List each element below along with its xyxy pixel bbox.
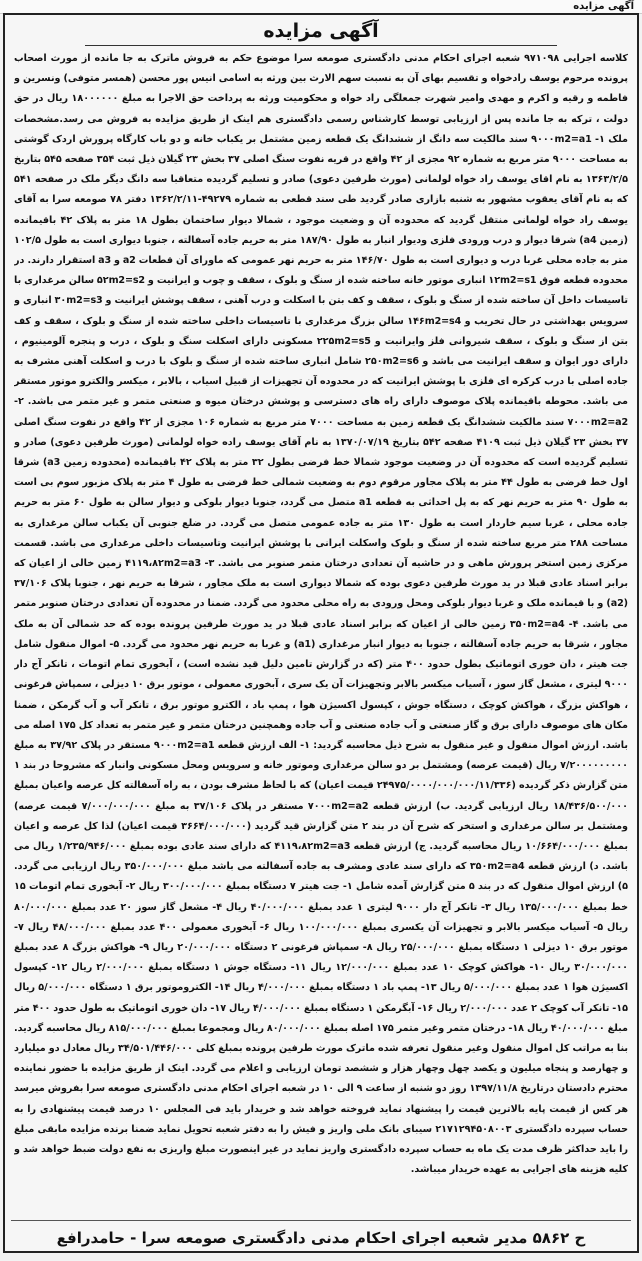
footer-divider xyxy=(11,1220,631,1221)
notice-signature: ح ۵۸۶۲ مدیر شعبه اجرای احکام مدنی دادگستری صومعه سرا - حامدرافع xyxy=(56,1229,586,1247)
title-divider xyxy=(85,45,557,46)
notice-frame xyxy=(3,13,639,1253)
notice-body: کلاسه اجرایی ۹۷۱۰۹۸ شعبه اجرای احکام مدنی دادگستری صومعه سرا موضوع حکم به فروش ماترک به جا مانده از مورث اصحاب پرونده مرحوم یوسف رادخواه و تقسیم بهای آن به نسبت سهم الارث بین ورثه به اسامی انیس پور محسن (همسر متوفی) ونسرین و فاطمه و رقیه و اکرم و مهدی وامیر شهرت جمعلگی راد خواه و محکومیت ورثه به پرداخت حق الاجرا به مبلغ ۱۸۰۰۰۰۰۰ ریال در حق دولت ، ترکه به جا مانده پس از ارزیابی توسط کارشناس رسمی دادگستری هم اینک از طریق مزایده به فروش می رسد.مشخصات ملک ۱- ۹۰۰۰m2=a1 سند مالکیت سه دانگ از ششدانگ یک قطعه زمین مشتمل بر یکباب خانه و دو باب کارگاه پرورش اردک گوشتی به مساحت ۹۰۰۰ متر مربع به شماره ۹۲ مجزی از ۴۲ واقع در قریه نفوت سنگ اصلی ۳۷ بخش ۲۳ گیلان ذیل ثبت ۳۵۴ صفحه ۵۴۵ بتاریخ ۱۳۶۳/۲/۵ به نام اقای یوسف راد خواه لولمانی (مورث طرفین دعوی) صادر و تسلیم گردیده متعاقبا سه دانگ دیگر ملک در صفحه ۵۴۱ که به نام آقای یعقوب مشهور به شنبه بازاری صادر گردید طی سند قطعی به شماره ۴۹۲۷۹-۱۳۶۲/۲/۱۱ دفتر ۷۸ صومعه سرا به آقای یوسف راد خواه لولمانی منتقل گردید که محدوده آن و وضعیت موجود ، شمالا دیوار ساختمان بطول ۱۸ متر به پلاک ۴۲ باقیمانده (زمین a4) شرقا دیوار و درب ورودی فلزی ودیوار انبار به طول ۱۸۷/۹۰ متر به حریم جاده آسفالته ، جنوبا دیواری است به طول ۱۰۲/۵ متر به جاده محلی غربا درب و دیواری است به طول ۱۴۶/۷۰ متر به حریم نهر عمومی که ماورای آن قطعات a2 و a3 استقرار دارند. در محدوده قطعه فوق ۱۲m2=s1 انباری موتور خانه ساخته شده از سنگ و بلوک ، سقف و چوب و ایرانیت و ۵۲m2=s2 سالن مرغداری با تاسیسات داخل آن ساخته شده از سنگ و بلوک ، سقف و کف بتن با اسکلت و درب آهنی ، سقف پوشش ایرانیت و ۳۰m2=s3 انباری و سرویس بهداشتی در حال تخریب و ۱۴۶m2=s4 سالن بزرگ مرغداری با تاسیسات داخلی ساخته شده از سنگ و بلوک ، سقف و کف بتن از سنگ و بلوک ، سقف شیروانی فلز وایرانیت و ۲۲۵m2=s5 مسکونی دارای اسکلت سنگ و بلوک ، درب و پنجره آلومینیوم ، دارای دور ایوان و سقف ایرانیت می باشد و ۲۵۰m2=s6 شامل انباری ساخته شده از سنگ و بلوک با درب و اسکلت آهنی مشرف به جاده اصلی با درب کرکره ای فلزی با پوشش ایرانیت که در محدوده آن تجهیزات از قبیل اسیاب ، بالابر ، میکسر والکترو موتور مستقر می باشد. محوطه باقیمانده پلاک موصوف دارای راه های دسترسی و پوشش درختان میوه و صنعتی متمر و غیر متمر می باشد. ۲- ۷۰۰۰m2=a2 سند مالکیت ششدانگ یک قطعه زمین به مساحت ۷۰۰۰ متر مربع به شماره ۱۰۶ مجزی از ۴۲ واقع در نفوت سنگ اصلی ۳۷ بخش ۲۳ گیلان ذیل ثبت ۴۱۰۹ صفحه ۵۴۲ بتاریخ ۱۳۷۰/۰۷/۱۹ به نام آقای یوسف راده خواه لولمانی (مورث طرفین دعوی) صادر و تسلیم گردیده است که محدوده آن در وضعیت موجود شمالا خط فرضی بطول ۳۲ متر به پلاک ۴۲ باقیمانده (محدوده زمین a3) شرقا اول خط فرضی به طول ۴۴ متر به پلاک مجاور مرقوم دوم به وضعیت شمالی خط فرضی به طول ۴ متر به پلاک مزبور سوم بی است به طول ۹۰ متر به حریم نهر که به پل احداثی به قطعه a1 متصل می گردد، جنوبا دیوار بلوکی و دیوار سالن به طول ۶۰ متر به حریم جاده محلی ، غربا سیم خاردار است به طول ۱۳۰ متر به جاده عمومی متصل می گردد. در ضلع جنوبی آن یکباب سالن مرغداری به مساحت ۲۸۸ متر مربع ساخته شده از سنگ و بلوک واسکلت ایرانی با پوشش ایرانیت وتاسیسات داخلی مرغداری می باشد. قسمت مرکزی زمین استخر پرورش ماهی و در حاشیه آن تعدادی درختان متمر صنوبر می باشد. ۳- ۴۱۱۹،۸۲m2=a3 زمین خالی از اعیان که برابر اسناد عادی قبلا در ید مورث طرفین دعوی بوده که شمالا دیواری است به ملک مجاور ، شرقا به حریم نهر ، جنوبا پلاک ۳۷/۱۰۶ (a2) و با قیمانده ملک و غربا دیوار بلوکی ومحل ورودی به راه محلی محدود می گردد. ضمنا در محدوده آن تعدادی درختان صنوبر متمر می باشد. ۴- ۳۵۰m2=a4 زمین خالی از اعیان که برابر اسناد عادی قبلا در ید مورث طرفین پرونده بوده که حد شمالی آن به ملک مجاور ، شرقا به حریم جاده آسفالته ، جنوبا به دیوار انبار مرغداری (a1) و غربا به حریم نهر محدود می گردد. ۵- اموال منقول شامل جت هیتر ، دان خوری اتوماتیک بطول حدود ۴۰۰ متر (که در گزارش تامین دلیل قید نشده است) ، آبخوری تمام اتومات ، تانکر آج دار ۹۰۰۰ لیتری ، مشعل گاز سوز ، آسیاب میکسر بالابر وتجهیزات آن یک سری ، آبخوری معمولی ، موتور برق ۱۰ دیزلی ، سمپاش فرغونی ، هواکش بزرگ ، هواکش کوچک ، دستگاه جوش ، کپسول اکسیژن هوا ، پمپ باد ، الکترو موتور برق ، تانکر آب و آب گرمکن ، ضمنا مکان های موصوف دارای برق و گاز صنعتی و آب جاده صنعتی و آب جاده وهمچنین درختان متمر و غیر متمر به تعداد کل ۱۷۵ اصله می باشد. ارزش اموال منقول و غیر منقول به شرح ذیل محاسبه گردید: ۱- الف ارزش قطعه ۹۰۰۰m2=a1 مستقر در پلاک ۳۷/۹۲ به مبلغ ۷/۲۰۰۰۰۰۰۰۰۰ ریال (قیمت عرصه) ومشتمل بر دو سالن مرغداری وموتور خانه و سرویس ومحل مسکونی وانبار که مشروحا در بند ۱ متن گزارش ذکر گردیده (۲۴۹۷۵/۰۰۰۰/۰۰۰/۰۰۰/۱۱/۳۳۶ قیمت اعیان) که با لحاظ مشرف بودن ، به راه آسفالته کل عرصه واعیان بمبلغ ۱۸/۴۳۶/۵۰۰/۰۰۰ ریال ارزیابی گردید. ب) ارزش قطعه ۷۰۰۰m2=a2 مستقر در پلاک ۳۷/۱۰۶ به مبلغ ۷/۰۰۰/۰۰۰/۰۰۰ قیمت عرصه) ومشتمل بر سالن مرغداری و استخر که شرح آن در بند ۲ متن گزارش قید گردید (۳۶۶۴/۰۰۰/۰۰۰ قیمت اعیان) لذا کل عرصه و اعیان بمبلغ ۱۰/۶۶۴/۰۰۰/۰۰۰ ریال محاسبه گردید. ج) ارزش قطعه ۴۱۱۹،۸۲m2=a3 که دارای سند عادی بوده بمبلغ ۱/۲۳۵/۹۴۶/۰۰۰ ریال می باشد. د) ارزش قطعه ۳۵۰m2=a4 که دارای سند عادی ومشرف به جاده آسفالته می باشد مبلغ ۳۵۰/۰۰۰/۰۰۰ ریال ارزیابی می گردد. ۵) ارزش اموال منقول که در بند ۵ متن گزارش آمده شامل ۱- جت هیتر ۷ دستگاه بمبلغ ۳۰۰/۰۰۰/۰۰۰ ریال ۲- آبخوری تمام اتومات ۱۵ خط بمبلغ ۱۳۵/۰۰۰/۰۰۰ ریال ۳- تانکر آج دار ۹۰۰۰ لیتری ۱ عدد بمبلغ ۴۰/۰۰۰/۰۰۰ ریال ۴- مشعل گاز سوز ۲۰ عدد بمبلغ ۸۰/۰۰۰/۰۰۰ ریال ۵- آسیاب میکسر بالابر و تجهیزات آن یکسری بمبلغ ۱۰۰/۰۰۰/۰۰۰ ریال ۶- آبخوری معمولی ۴۰۰ عدد بمبلغ ۴۸/۰۰۰/۰۰۰ ریال ۷- موتور برق ۱۰ دیزلی ۱ دستگاه بمبلغ ۲۵/۰۰۰/۰۰۰ ریال ۸- سمپاش فرغونی ۲ دستگاه ۲۰/۰۰۰/۰۰۰ ریال ۹- هواکش بزرگ ۸ عدد بمبلغ ۳۰/۰۰۰/۰۰۰ ریال ۱۰- هواکش کوچک ۱۰ عدد بمبلغ ۱۲/۰۰۰/۰۰۰ ریال ۱۱- دستگاه جوش ۱ دستگاه بمبلغ ۲/۰۰۰/۰۰۰ ریال ۱۲- کپسول اکسیژن هوا ۱ عدد بمبلغ ۵/۰۰۰/۰۰۰ ریال ۱۳- پمپ باد ۱ دستگاه بمبلغ ۴/۰۰۰/۰۰۰ ریال ۱۴- الکتروموتور برق ۱ دستگاه ۵/۰۰۰/۰۰۰ ریال ۱۵- تانکر آب کوچک ۲ عدد ۲/۰۰۰/۰۰۰ ریال ۱۶- آبگرمکن ۱ دستگاه بمبلغ ۴/۰۰۰/۰۰۰ ریال ۱۷- دان خوری اتوماتیک به طول حدود ۴۰۰ متر مبلغ ۴۰/۰۰۰/۰۰۰ ریال ۱۸- درختان متمر وغیر متمر ۱۷۵ اصله بمبلغ ۸۰/۰۰۰/۰۰۰ ریال ومجموعا بمبلغ ۸۱۵/۰۰۰/۰۰۰ ریال محاسبه گردید. بنا به مراتب کل اموال منقول وغیر منقول تعرفه شده ماترک مورث طرفین پرونده بمبلغ کلی ۳۴/۵۰۱/۴۴۶/۰۰۰ ریال معادل دو میلیارد و چهارصد و پنجاه میلیون و یکصد چهل وچهار هزار و ششصد تومان ارزیابی و اعلام می گردد. اینک از طریق مزایده با حضور نماینده محترم دادستان درتاریخ ۱۳۹۷/۱۱/۸ روز دو شنبه از ساعت ۹ الی ۱۰ در شعبه اجرای احکام مدنی دادگستری صومعه سرا بفروش میرسد هر کس از قیمت پایه بالاترین قیمت را پیشنهاد نماید فروخته خواهد شد و خریدار باید فی المجلس ۱۰ درصد قیمت پیشنهادی را به حساب سپرده دادگستری ۲۱۷۱۲۹۴۵۰۸۰۰۳ سیبای بانک ملی واریز و فیش را به دفتر شعبه تحویل نماید ضمنا برنده مزایده مابقی مبلغ را باید حداکثر ظرف مدت یک ماه به حساب سپرده دادگستری واریز نماید در غیر اینصورت مبلغ واریزی به نفع دولت ضبط خواهد شد و کلیه هزینه های اجرایی به عهده خریدار میباشد. xyxy=(14,53,628,1176)
notice-title: آگهی مزایده xyxy=(263,20,379,42)
top-cut-strip: آگهی مزایده xyxy=(0,0,642,14)
